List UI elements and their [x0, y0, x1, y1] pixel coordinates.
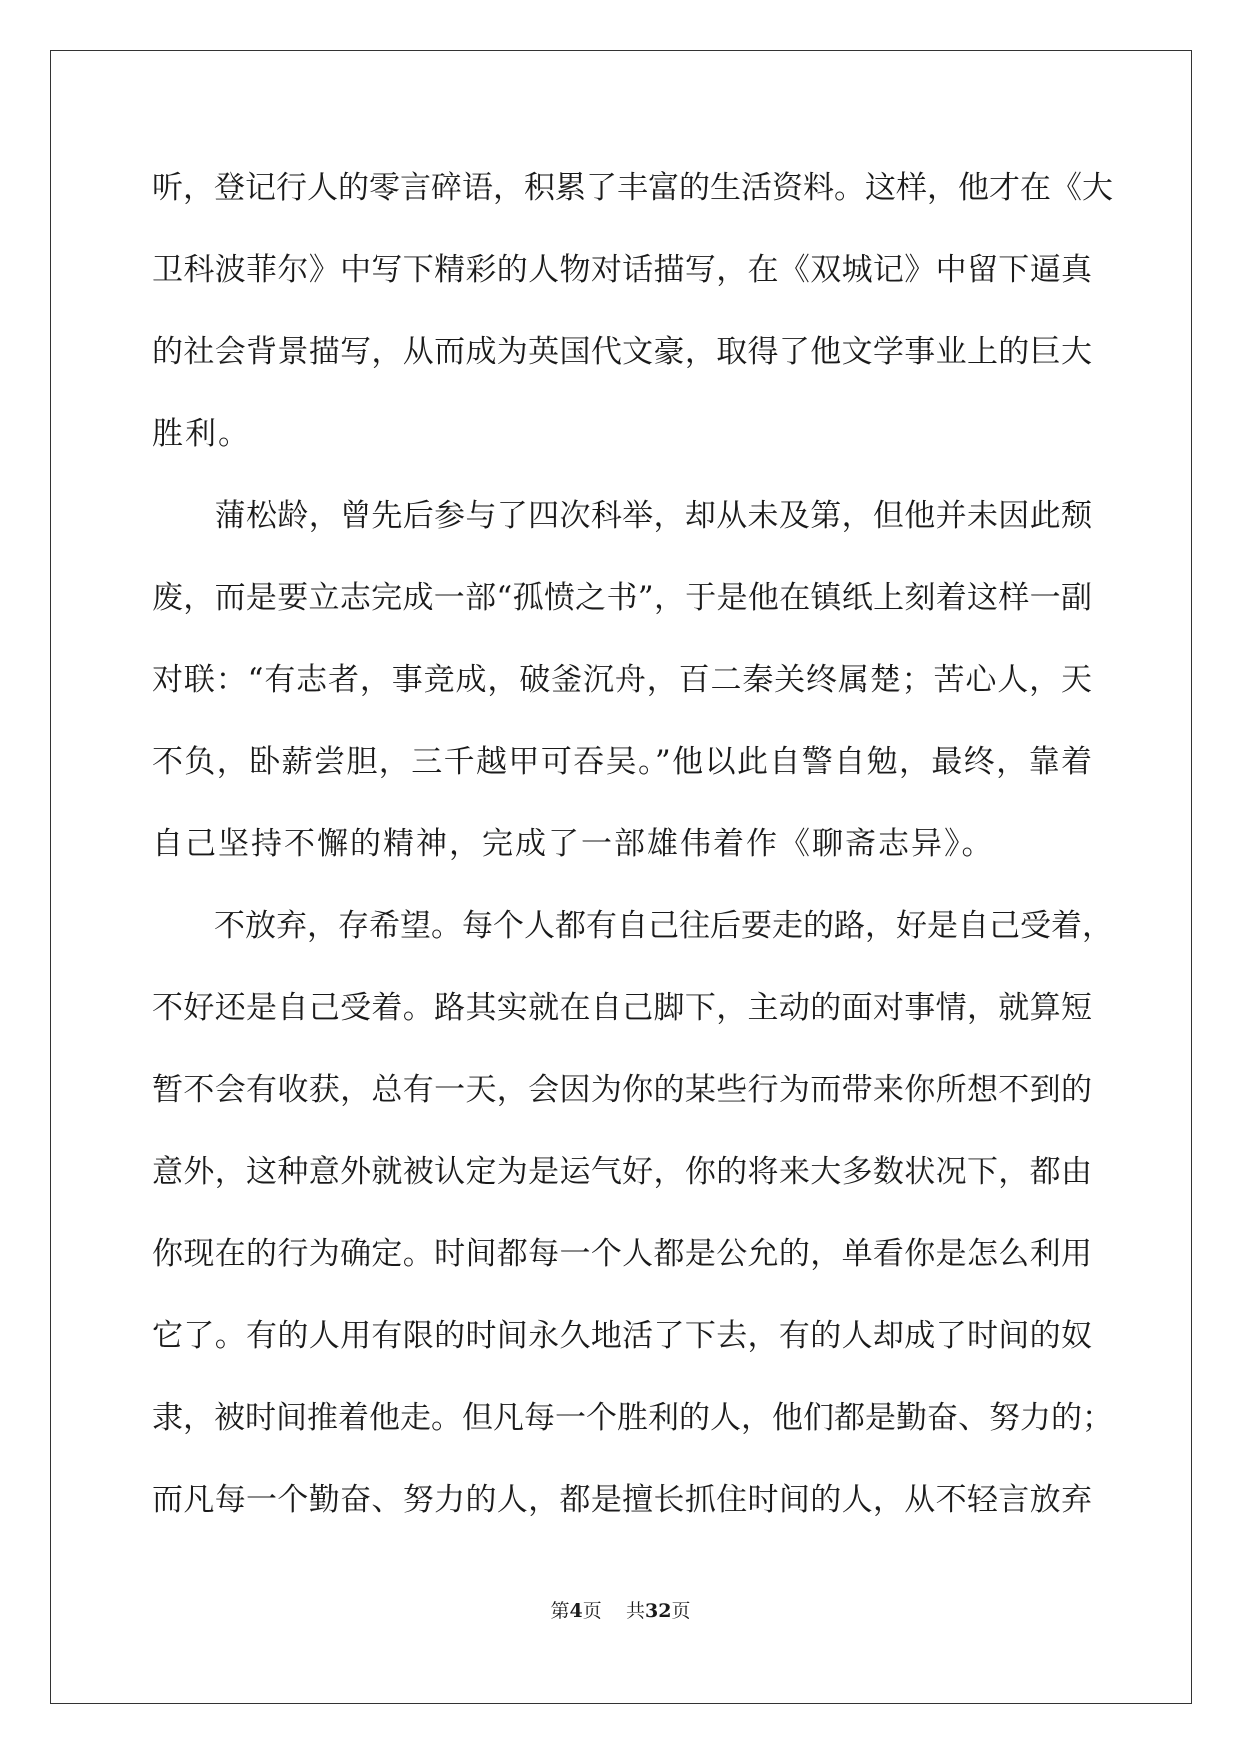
text-line: 它了。有的人用有限的时间永久地活了下去，有的人却成了时间的奴 — [152, 1318, 1092, 1354]
text-line: 废，而是要立志完成一部“孤愤之书”，于是他在镇纸上刻着这样一副 — [152, 580, 1092, 616]
text-line: 胜利。 — [152, 416, 251, 452]
text-line: 对联：“有志者，事竞成，破釜沉舟，百二秦关终属楚；苦心人，天 — [152, 662, 1092, 698]
text-line: 自己坚持不懈的精神，完成了一部雄伟着作《聊斋志异》。 — [152, 826, 995, 862]
text-line: 隶，被时间推着他走。但凡每一个胜利的人，他们都是勤奋、努力的； — [152, 1400, 1113, 1436]
text-line: 听，登记行人的零言碎语，积累了丰富的生活资料。这样，他才在《大 — [152, 170, 1113, 206]
text-line: 意外，这种意外就被认定为是运气好，你的将来大多数状况下，都由 — [152, 1154, 1092, 1190]
page-suffix: 页 — [582, 1600, 602, 1622]
text-line: 而凡每一个勤奋、努力的人，都是擅长抓住时间的人，从不轻言放弃 — [152, 1482, 1092, 1518]
body-text — [152, 160, 1113, 1554]
text-line: 不好还是自己受着。路其实就在自己脚下，主动的面对事情，就算短 — [152, 990, 1092, 1026]
text-line: 暂不会有收获，总有一天，会因为你的某些行为而带来你所想不到的 — [152, 1072, 1092, 1108]
page-number: 4 — [569, 1600, 583, 1622]
text-line: 你现在的行为确定。时间都每一个人都是公允的，单看你是怎么利用 — [152, 1236, 1092, 1272]
text-line: 的社会背景描写，从而成为英国代文豪，取得了他文学事业上的巨大 — [152, 334, 1092, 370]
text-line: 卫科波菲尔》中写下精彩的人物对话描写，在《双城记》中留下逼真 — [152, 252, 1092, 288]
total-suffix: 页 — [671, 1600, 691, 1622]
text-line: 不负，卧薪尝胆，三千越甲可吞吴。”他以此自警自勉，最终，靠着 — [152, 744, 1092, 780]
total-prefix: 共 — [625, 1600, 645, 1622]
text-line: 蒲松龄，曾先后参与了四次科举，却从未及第，但他并未因此颓 — [152, 498, 1092, 534]
page-footer — [0, 1596, 1241, 1623]
page-prefix: 第 — [550, 1600, 570, 1622]
text-line: 不放弃，存希望。每个人都有自己往后要走的路，好是自己受着， — [152, 908, 1113, 944]
total-pages: 32 — [644, 1600, 672, 1622]
